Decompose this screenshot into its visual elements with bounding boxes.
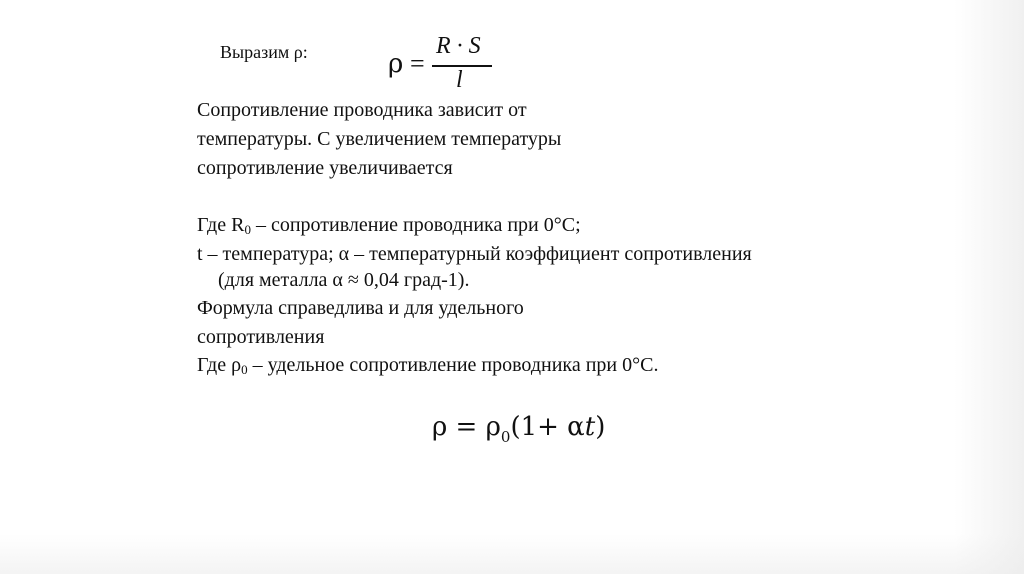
- para1-line-3: сопротивление увеличивается: [197, 157, 453, 179]
- metal-coefficient-line: (для металла α ≈ 0,04 град-1).: [218, 269, 470, 291]
- where-rho0-suffix: – удельное сопротивление проводника при 0°C.: [247, 354, 659, 376]
- formula2-lhs: ρ = ρ: [432, 412, 501, 442]
- formula1-denominator: l: [456, 67, 463, 93]
- para1-line-2: температуры. С увеличением температуры: [197, 128, 562, 150]
- formula1-lhs: ρ: [388, 49, 404, 79]
- temperature-line: t – температура; α – температурный коэффициент сопротивления: [197, 243, 752, 265]
- formula2-subscript: 0: [500, 428, 511, 446]
- formula-valid-line-2: сопротивления: [197, 326, 325, 348]
- where-r0-prefix: Где R: [197, 214, 245, 236]
- slide-bottom-shadow: [0, 534, 1024, 574]
- formula2-close: ): [595, 412, 606, 442]
- where-r0-subscript: 0: [244, 222, 251, 237]
- temperature-resistivity-formula: [432, 412, 605, 446]
- where-rho0-subscript: 0: [241, 362, 248, 377]
- formula2-rhs: (1+ α: [510, 412, 585, 442]
- formula1-equals: =: [410, 49, 425, 78]
- where-r0-line: [197, 213, 581, 242]
- where-rho0-prefix: Где ρ: [197, 354, 242, 376]
- where-rho0-line: [197, 353, 658, 382]
- where-r0-suffix: – сопротивление проводника при 0°C;: [250, 214, 581, 236]
- formula1-numerator: R · S: [436, 33, 481, 59]
- formula-valid-line-1: Формула справедлива и для удельного: [197, 297, 524, 319]
- formula2-t: t: [584, 412, 596, 442]
- slide-edge-shadow: [954, 0, 1024, 574]
- express-rho-label: Выразим ρ:: [220, 42, 308, 62]
- para1-line-1: Сопротивление проводника зависит от: [197, 99, 527, 121]
- resistivity-formula: [388, 33, 498, 95]
